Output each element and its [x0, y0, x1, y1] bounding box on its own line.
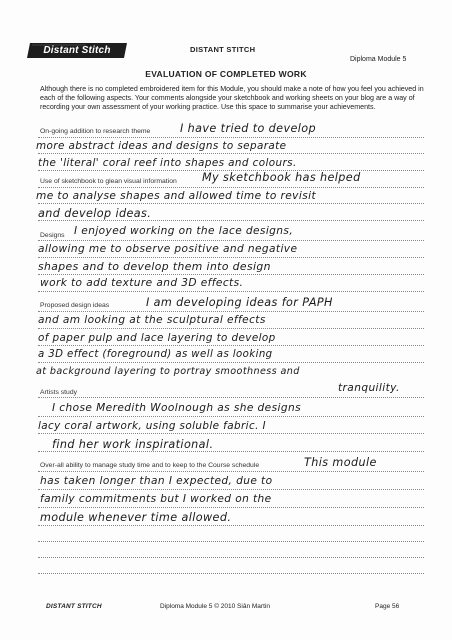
answer-proposed-line-5: at background layering to portray smoothness and: [36, 366, 300, 377]
answer-proposed-line-1: I am developing ideas for PAPH: [146, 296, 333, 309]
answer-designs-line-1: I enjoyed working on the lace designs,: [74, 225, 294, 237]
ruled-line: [38, 433, 424, 434]
prompt-proposed-ideas: Proposed design ideas: [40, 302, 110, 309]
ruled-line: [38, 345, 424, 346]
answer-designs-line-4: work to add texture and 3D effects.: [40, 277, 244, 289]
answer-research-line-2: more abstract ideas and designs to separate: [36, 140, 287, 152]
answer-sketchbook-line-1: My sketchbook has helped: [202, 171, 361, 184]
ruled-line: [38, 525, 424, 526]
ruled-line: [38, 573, 424, 574]
distant-stitch-logo: [26, 42, 128, 59]
prompt-designs: Designs: [40, 232, 65, 239]
answer-proposed-line-4: a 3D effect (foreground) as well as looking: [38, 349, 273, 360]
answer-time-line-4: module whenever time allowed.: [40, 511, 232, 524]
footer-brand: DISTANT STITCH: [46, 603, 102, 610]
intro-paragraph: Although there is no completed embroidered item for this Module, you should make a note of how you feel you achieved in each of the following aspects. Your comments alongside your sketchbook and working sheets on your blog are a way of recording your own assessment of your working practice. Use this space to summarise your achievements.: [40, 85, 424, 111]
prompt-research-theme: On-going addition to research theme: [40, 128, 151, 135]
page-title: EVALUATION OF COMPLETED WORK: [145, 69, 307, 79]
ruled-line: [38, 153, 424, 154]
answer-artists-line-2: lacy coral artwork, using soluble fabric. I: [38, 420, 266, 432]
footer-copyright: Diploma Module 5 © 2010 Siân Martin: [160, 603, 270, 610]
header-module-label: Diploma Module 5: [350, 56, 407, 63]
ruled-line: [38, 137, 424, 138]
ruled-line: [38, 291, 424, 292]
prompt-artists-study: Artists study: [40, 389, 78, 396]
answer-proposed-line-2: and am looking at the sculptural effects: [38, 314, 266, 326]
ruled-line: [38, 328, 424, 329]
prompt-study-time: Over-all ability to manage study time and to keep to the Course schedule: [40, 462, 260, 469]
ruled-line: [38, 220, 424, 221]
ruled-line: [38, 507, 424, 508]
ruled-line: [38, 274, 424, 275]
ruled-line: [38, 311, 424, 312]
ruled-line: [38, 471, 424, 472]
answer-artists-line-3: find her work inspirational.: [52, 438, 214, 451]
answer-designs-line-3: shapes and to develop them into design: [38, 260, 271, 273]
ruled-line: [38, 187, 424, 188]
ruled-line: [38, 489, 424, 490]
logo-text: Distant Stitch: [43, 45, 111, 56]
ruled-line: [38, 416, 424, 417]
answer-proposed-line-6: tranquility.: [338, 382, 400, 394]
ruled-line: [38, 557, 424, 558]
answer-research-line-1: I have tried to develop: [180, 122, 317, 135]
ruled-line: [38, 240, 424, 241]
answer-time-line-2: has taken longer than I expected, due to: [40, 475, 273, 487]
answer-time-line-3: family commitments but I worked on the: [40, 493, 272, 505]
ruled-line: [38, 257, 424, 258]
ruled-line: [38, 362, 424, 363]
ruled-line: [38, 541, 424, 542]
answer-research-line-3: the 'literal' coral reef into shapes and colours.: [38, 157, 297, 169]
answer-time-line-1: This module: [304, 456, 377, 469]
answer-proposed-line-3: of paper pulp and lace layering to develop: [38, 332, 276, 344]
ruled-line: [38, 451, 424, 452]
answer-artists-line-1: I chose Meredith Woolnough as she designs: [52, 402, 302, 414]
ruled-line: [38, 397, 424, 398]
answer-sketchbook-line-3: and develop ideas.: [38, 207, 152, 220]
answer-sketchbook-line-2: me to analyse shapes and allowed time to revisit: [36, 190, 317, 202]
footer-page-number: Page 56: [375, 603, 400, 610]
answer-designs-line-2: allowing me to observe positive and negative: [38, 243, 298, 255]
ruled-line: [38, 203, 424, 204]
header-title: DISTANT STITCH: [190, 45, 256, 54]
prompt-sketchbook: Use of sketchbook to glean visual information: [40, 178, 177, 185]
